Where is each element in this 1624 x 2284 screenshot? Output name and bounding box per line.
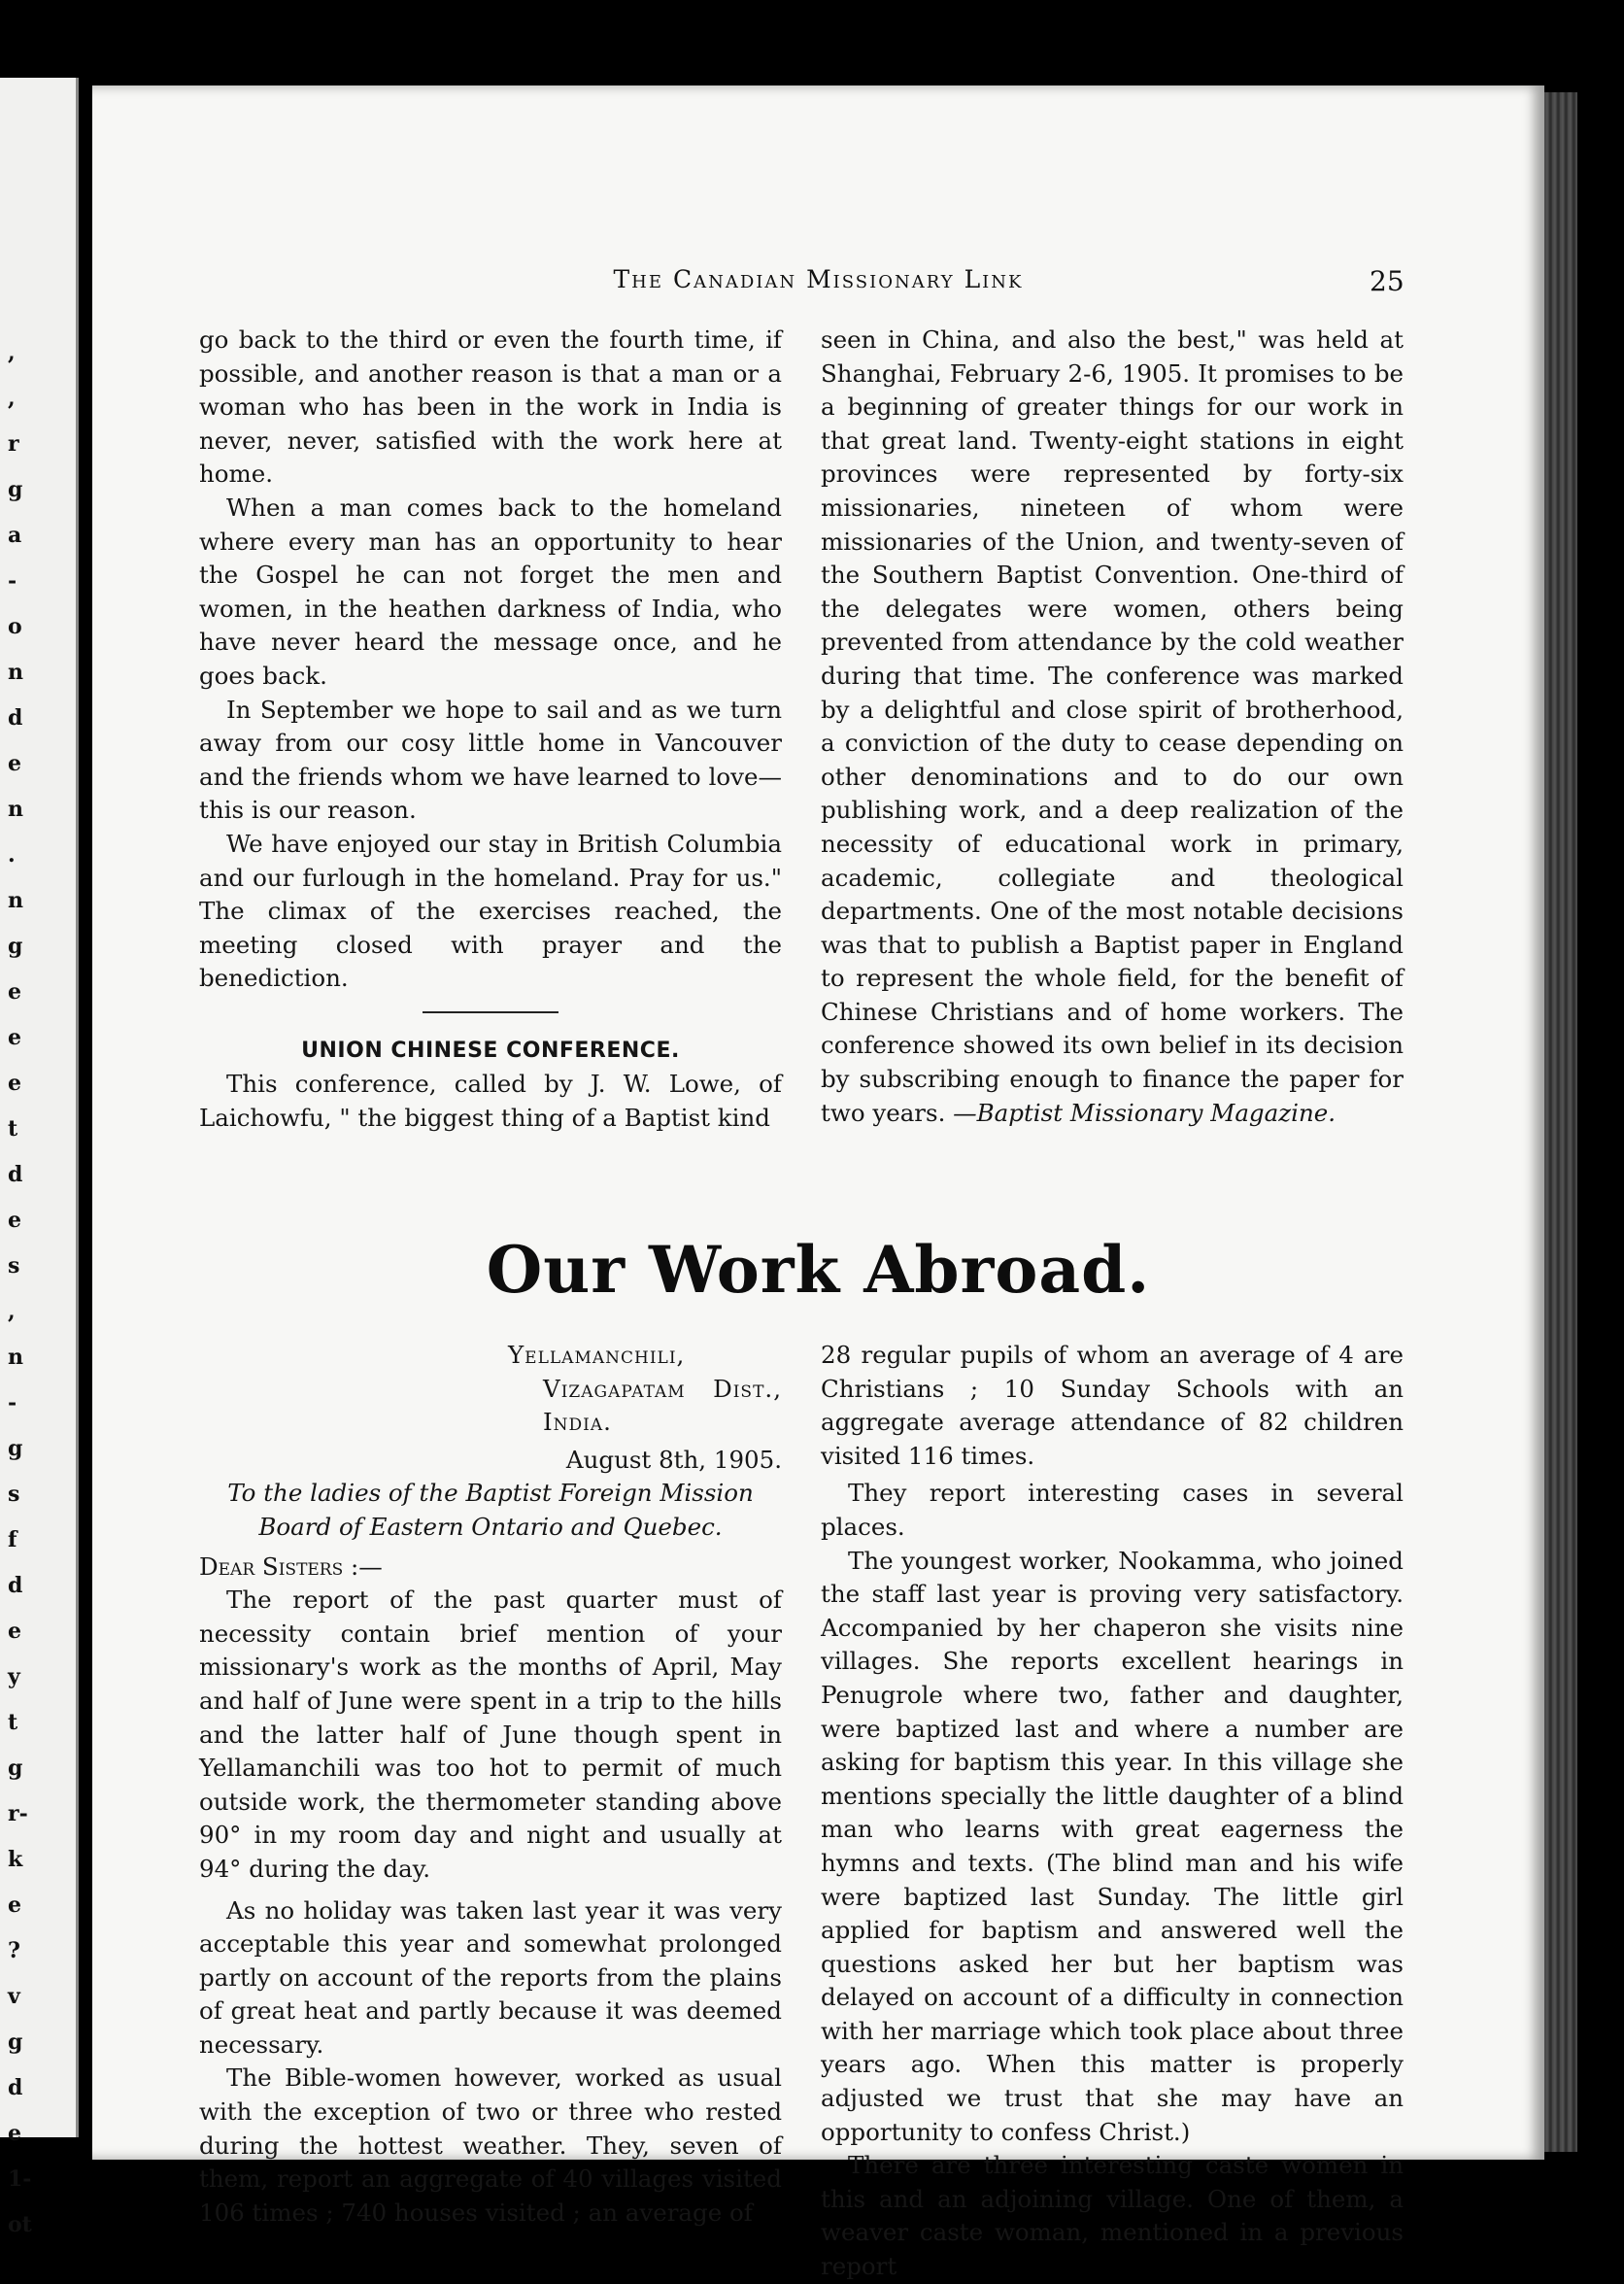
paragraph: go back to the third or even the fourth time, if possible, and another reason is that a man or a woman who has been in the work in India is never, never, satisfied with the work here at home. [199, 325, 782, 489]
page-number: 25 [1370, 265, 1404, 297]
facing-page-fragment: y [8, 1664, 20, 1689]
facing-page-fragment: g [8, 477, 23, 502]
facing-page-fragment: a [8, 523, 22, 548]
paragraph [821, 324, 1404, 1130]
facing-page-fragment: , [8, 1299, 16, 1324]
facing-page-fragment: e [8, 979, 21, 1005]
facing-page-fragment: r [8, 431, 19, 457]
facing-page-fragment: r- [8, 1801, 28, 1826]
facing-page-fragment: g [8, 1756, 23, 1781]
facing-page-fragment: e [8, 751, 21, 776]
source-citation: —Baptist Missionary Magazine. [953, 1098, 1336, 1127]
letter-right-column [821, 1339, 1404, 2284]
facing-page-fragment: d [8, 1162, 23, 1187]
facing-page-fragment: t [8, 1116, 18, 1142]
conference-report: seen in China, and also the best," was held at Shanghai, February 2-6, 1905. It promises to be a beginning of greater things for our work in that great land. Twenty-eight stations in eight provinces were represented by forty-six missionaries, nineteen of whom were missionaries of the Union, and twenty-seven of the Southern Baptist Convention. One-third of the delegates were women, others being prevented from attendance by the cold weather during that time. The conference was marked by a delightful and close spirit of brotherhood, a conviction of the duty to cease depending on other denominations and to do our own publishing work, and a deep realization of the necessity of educational work in primary, academic, collegiate and theological departments. One of the most notable decisions was that to publish a Baptist paper in England to represent the whole field, for the benefit of Chinese Christians and of home workers. The conference showed its own belief in its decision by subscribing enough to finance the paper for two years. [821, 325, 1404, 1127]
facing-page-fragment: f [8, 1527, 17, 1552]
paragraph: They report interesting cases in several places. [821, 1479, 1404, 1541]
facing-page-fragment: v [8, 1984, 20, 2009]
paragraph: In September we hope to sail and as we turn away from our cosy little home in Vancouver and the friends whom we have learned to love—this is our reason. [199, 695, 782, 825]
section-title: Our Work Abroad. [486, 1232, 1151, 1308]
letter-date: August 8th, 1905. [565, 1445, 782, 1474]
facing-page-fragment: e [8, 1892, 21, 1918]
facing-page-fragment: n [8, 660, 23, 685]
facing-page-fragment: e [8, 1208, 21, 1233]
section-divider [423, 1011, 558, 1013]
book-page-edges [1544, 92, 1577, 2152]
facing-page-fragment: ? [8, 1938, 20, 1963]
running-head: The Canadian Missionary Link [613, 265, 1024, 293]
journal-page [92, 85, 1544, 2281]
address-line: Yellamanchili, [508, 1341, 686, 1369]
facing-page-fragment: k [8, 1847, 23, 1872]
conference-heading: UNION CHINESE CONFERENCE. [301, 1038, 680, 1063]
facing-page-fragment: o [8, 614, 22, 639]
facing-page-fragment: e [8, 1619, 21, 1644]
facing-page-fragment: e [8, 2121, 21, 2146]
facing-page-fragment: d [8, 1573, 23, 1598]
facing-page-fragment: , [8, 386, 16, 411]
paragraph: The youngest worker, Nookamma, who joined the staff last year is proving very satisfactory. Accompanied by her chaperon she visits nine villages. She reports excellent hearings in Penugrole where two, father and daughter, were baptized last and where a number are asking for baptism this year. In this village she mentions specially the little daughter of a blind man who learns with great eagerness the hymns and texts. (The blind man and his wife were baptized last Sunday. The little girl applied for baptism and answered well the questions asked her but her baptism was delayed on account of a difficulty in connection with her marriage which took place about three years ago. When this matter is properly adjusted we trust that she may have an opportunity to confess Christ.) [821, 1546, 1404, 2146]
facing-page-fragment: g [8, 2029, 23, 2055]
facing-page-fragment: n [8, 797, 23, 822]
facing-page-fragment: e [8, 1071, 21, 1096]
paragraph: The Bible-women however, worked as usual with the exception of two or three who rested during the hottest weather. They, seven of them, report an aggregate of 40 villages visited 106 times ; 740 houses visited ; an average of [199, 2063, 782, 2227]
facing-page-fragment: e [8, 1025, 21, 1050]
facing-page-fragment: d [8, 705, 23, 731]
facing-page-fragment: n [8, 1345, 23, 1370]
paragraph: We have enjoyed our stay in British Columbia and our furlough in the homeland. Pray for us." The climax of the exercises reached, the meeting closed with prayer and the benediction. [199, 829, 782, 993]
facing-page-fragment: s [8, 1253, 20, 1278]
top-left-column [199, 324, 782, 1136]
address-line: Vizagapatam Dist., India. [543, 1374, 782, 1437]
facing-page-fragment: g [8, 1436, 23, 1461]
facing-page-fragment: , [8, 340, 16, 365]
facing-page-fragment: 1- [8, 2166, 32, 2192]
paragraph: When a man comes back to the homeland where every man has an opportunity to hear the Gospel he can not forget the men and women, in the heathen darkness of India, who have never heard the message once, and he goes back. [199, 493, 782, 690]
facing-page-fragment: t [8, 1710, 18, 1735]
top-right-column [821, 324, 1404, 1130]
salutation: Dear Sisters :— [199, 1551, 383, 1581]
facing-page-edge [0, 78, 79, 2237]
letter-dedication: To the ladies of the Baptist Foreign Mission Board of Eastern Ontario and Quebec. [227, 1479, 754, 1541]
letter-left-column [199, 1339, 782, 2230]
facing-page-fragment: g [8, 934, 23, 959]
paragraph: This conference, called by J. W. Lowe, of Laichowfu, " the biggest thing of a Baptist kind [199, 1070, 782, 1133]
facing-page-fragment: d [8, 2075, 23, 2100]
facing-page-fragment: n [8, 888, 23, 913]
paragraph: 28 regular pupils of whom an average of 4 are Christians ; 10 Sunday Schools with an aggregate average attendance of 82 children visited 116 times. [821, 1341, 1404, 1470]
paragraph: There are three interesting caste women in this and an adjoining village. One of them, a weaver caste woman, mentioned in a previous report [821, 2151, 1404, 2281]
facing-page-fragment: ot [8, 2212, 32, 2237]
paragraph: The report of the past quarter must of necessity contain brief mention of your missionary's work as the months of April, May and half of June were spent in a trip to the hills and the latter half of June though spent in Yellamanchili was too hot to permit of much outside work, the thermometer standing above 90° in my room day and night and usually at 94° during the day. [199, 1585, 782, 1883]
paragraph: As no holiday was taken last year it was very acceptable this year and somewhat prolonged partly on account of the reports from the plains of great heat and partly because it was deemed necessary. [199, 1895, 782, 2059]
facing-page-fragment: - [8, 568, 17, 594]
facing-page-fragment: . [8, 842, 16, 868]
facing-page-fragment: - [8, 1390, 17, 1415]
facing-page-fragment: s [8, 1482, 20, 1507]
